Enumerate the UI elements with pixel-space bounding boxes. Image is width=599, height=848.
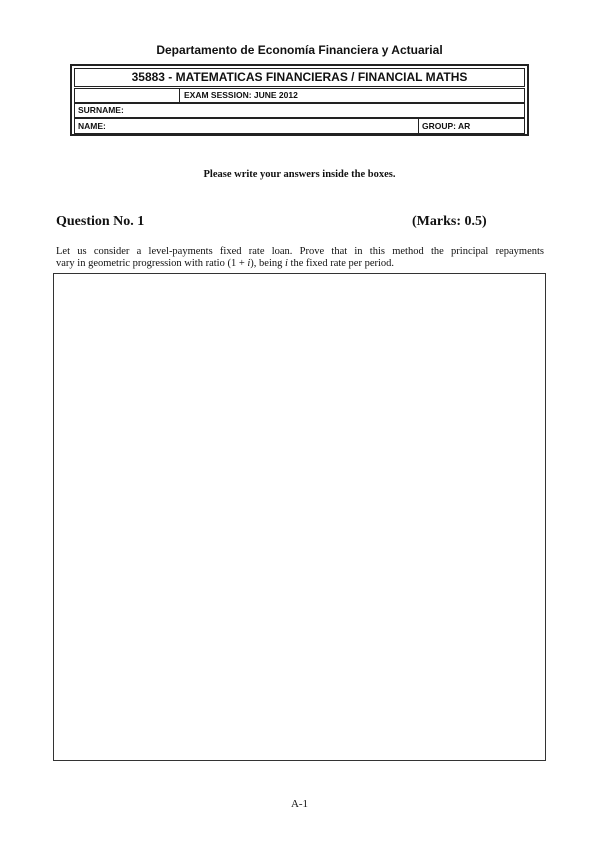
name-row (74, 118, 525, 134)
answer-box[interactable] (53, 273, 546, 761)
text-segment: vary in geometric progression with ratio (1 + (56, 258, 248, 269)
surname-field[interactable] (74, 103, 525, 118)
department-heading: Departamento de Economía Financiera y Actuarial (156, 43, 443, 57)
question-text-line-2 (56, 258, 544, 270)
course-title: 35883 - MATEMATICAS FINANCIERAS / FINANCIAL MATHS (74, 68, 525, 87)
exam-session: EXAM SESSION: JUNE 2012 (184, 90, 298, 100)
group-label: GROUP: AR (422, 121, 471, 131)
rate-symbol: i (247, 258, 251, 269)
blank-cell (75, 89, 180, 102)
question-marks: (Marks: 0.5) (412, 214, 487, 229)
group-field (418, 119, 524, 133)
instructions-text: Please write your answers inside the boxes. (203, 169, 396, 180)
text-segment: the fixed rate per period. (287, 258, 395, 269)
name-field[interactable] (78, 121, 106, 131)
exam-header-table (70, 64, 529, 136)
page-number: A-1 (290, 798, 309, 810)
question-text-line-1: Let us consider a level-payments fixed rate loan. Prove that in this method the principal repayments (56, 246, 544, 257)
surname-label: SURNAME: (78, 105, 124, 115)
exam-session-row (74, 88, 525, 103)
name-label: NAME: (78, 121, 106, 131)
text-segment: ), being (250, 258, 285, 269)
question-title: Question No. 1 (56, 214, 145, 229)
question-text (56, 246, 544, 270)
rate-symbol: i (285, 258, 288, 269)
